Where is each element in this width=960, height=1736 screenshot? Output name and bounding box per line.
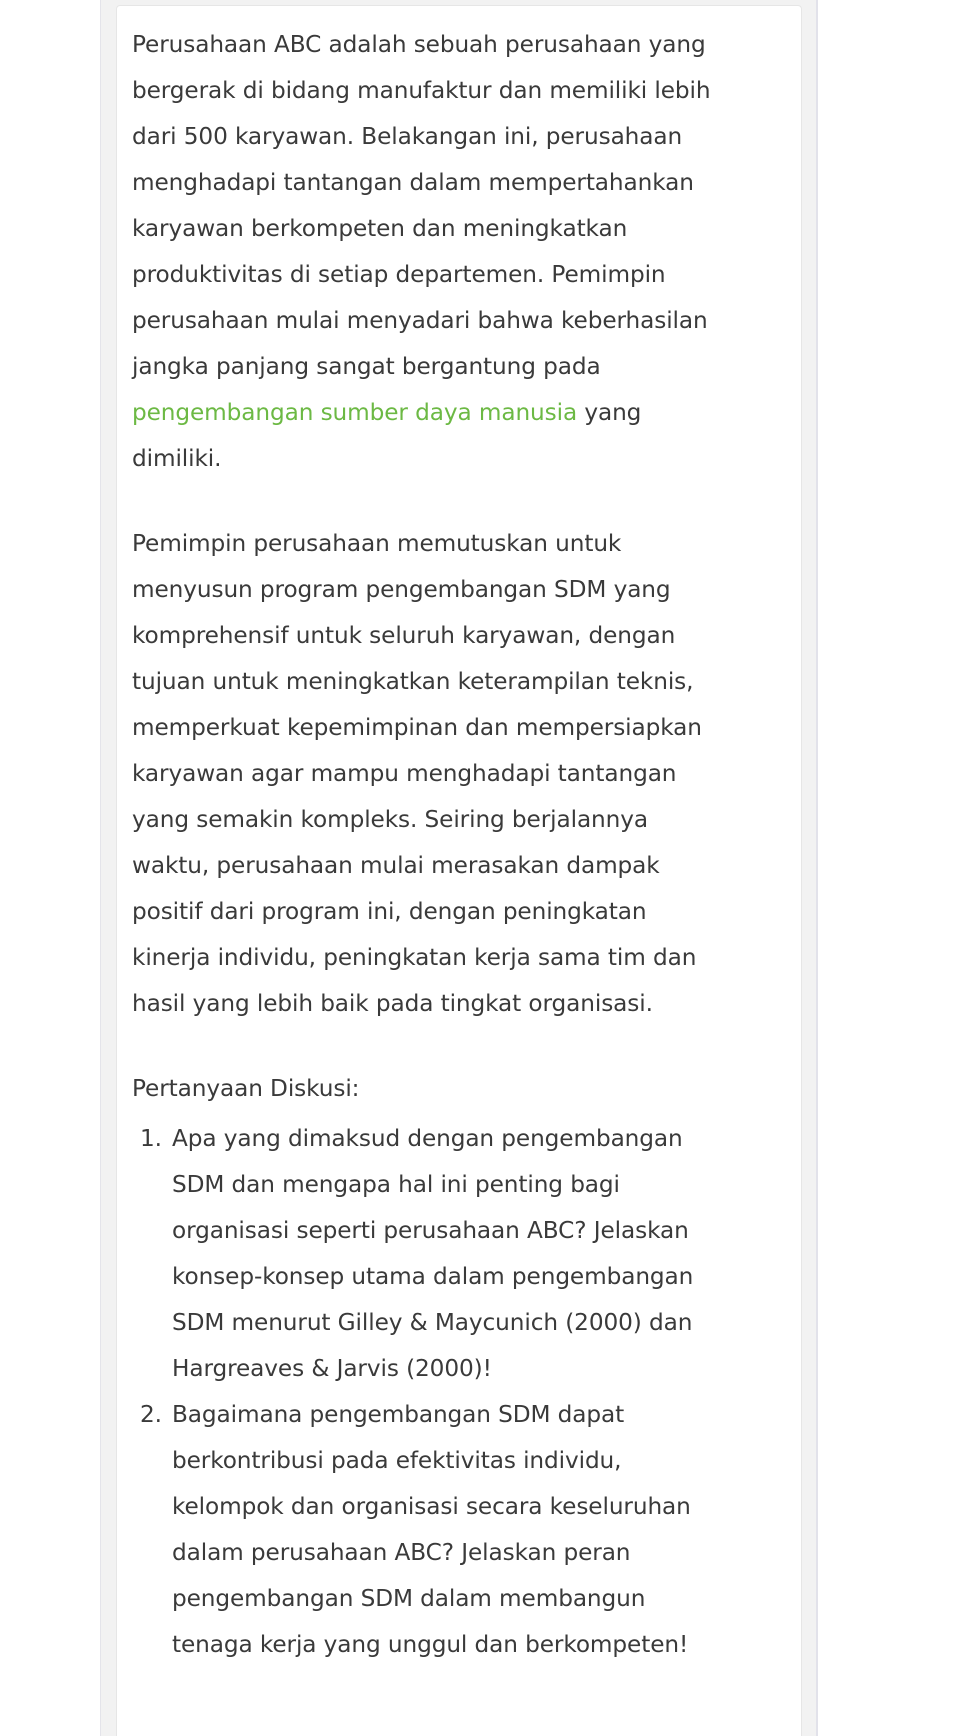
- text-line: dari 500 karyawan. Belakangan ini, perusahaan: [132, 123, 683, 150]
- question-item: [132, 1116, 792, 1392]
- text-line: jangka panjang sangat bergantung pada: [132, 353, 601, 380]
- paragraph-2: [132, 521, 792, 1027]
- question-item: [132, 1392, 792, 1668]
- text-line: positif dari program ini, dengan peningkatan: [132, 898, 647, 925]
- text-line: organisasi seperti perusahaan ABC? Jelaskan: [172, 1217, 689, 1244]
- text-line: karyawan agar mampu menghadapi tantangan: [132, 760, 677, 787]
- text-line: dalam perusahaan ABC? Jelaskan peran: [172, 1539, 631, 1566]
- case-study-text: [132, 22, 792, 1668]
- question-number: 1.: [140, 1125, 162, 1152]
- highlighted-term: pengembangan sumber daya manusia: [132, 399, 578, 426]
- text-line: perusahaan mulai menyadari bahwa keberhasilan: [132, 307, 708, 334]
- text-line: Hargreaves & Jarvis (2000)!: [172, 1355, 492, 1382]
- text-fragment: yang: [577, 399, 642, 426]
- question-number: 2.: [140, 1401, 162, 1428]
- text-line: produktivitas di setiap departemen. Pemimpin: [132, 261, 666, 288]
- text-line: hasil yang lebih baik pada tingkat organisasi.: [132, 990, 653, 1017]
- discussion-heading-block: [132, 1066, 792, 1112]
- text-line: dimiliki.: [132, 445, 222, 472]
- text-line: karyawan berkompeten dan meningkatkan: [132, 215, 628, 242]
- text-line: waktu, perusahaan mulai merasakan dampak: [132, 852, 660, 879]
- text-line: SDM menurut Gilley & Maycunich (2000) dan: [172, 1309, 693, 1336]
- text-line: kelompok dan organisasi secara keseluruhan: [172, 1493, 691, 1520]
- text-line: menyusun program pengembangan SDM yang: [132, 576, 671, 603]
- text-line: tujuan untuk meningkatkan keterampilan teknis,: [132, 668, 694, 695]
- text-line: bergerak di bidang manufaktur dan memiliki lebih: [132, 77, 711, 104]
- text-line: menghadapi tantangan dalam mempertahankan: [132, 169, 694, 196]
- text-line: berkontribusi pada efektivitas individu,: [172, 1447, 622, 1474]
- text-line: [132, 390, 792, 436]
- text-line: konsep-konsep utama dalam pengembangan: [172, 1263, 694, 1290]
- paragraph-1: [132, 22, 792, 482]
- text-line: Apa yang dimaksud dengan pengembangan: [172, 1125, 683, 1152]
- text-line: Pemimpin perusahaan memutuskan untuk: [132, 530, 622, 557]
- text-line: kinerja individu, peningkatan kerja sama tim dan: [132, 944, 697, 971]
- text-line: tenaga kerja yang unggul dan berkompeten!: [172, 1631, 689, 1658]
- text-line: komprehensif untuk seluruh karyawan, dengan: [132, 622, 676, 649]
- text-line: Bagaimana pengembangan SDM dapat: [172, 1401, 625, 1428]
- text-line: SDM dan mengapa hal ini penting bagi: [172, 1171, 620, 1198]
- text-line: memperkuat kepemimpinan dan mempersiapkan: [132, 714, 702, 741]
- question-list: [132, 1116, 792, 1668]
- text-line: pengembangan SDM dalam membangun: [172, 1585, 646, 1612]
- text-line: yang semakin kompleks. Seiring berjalannya: [132, 806, 648, 833]
- text-line: Perusahaan ABC adalah sebuah perusahaan yang: [132, 31, 706, 58]
- discussion-heading: Pertanyaan Diskusi:: [132, 1075, 360, 1102]
